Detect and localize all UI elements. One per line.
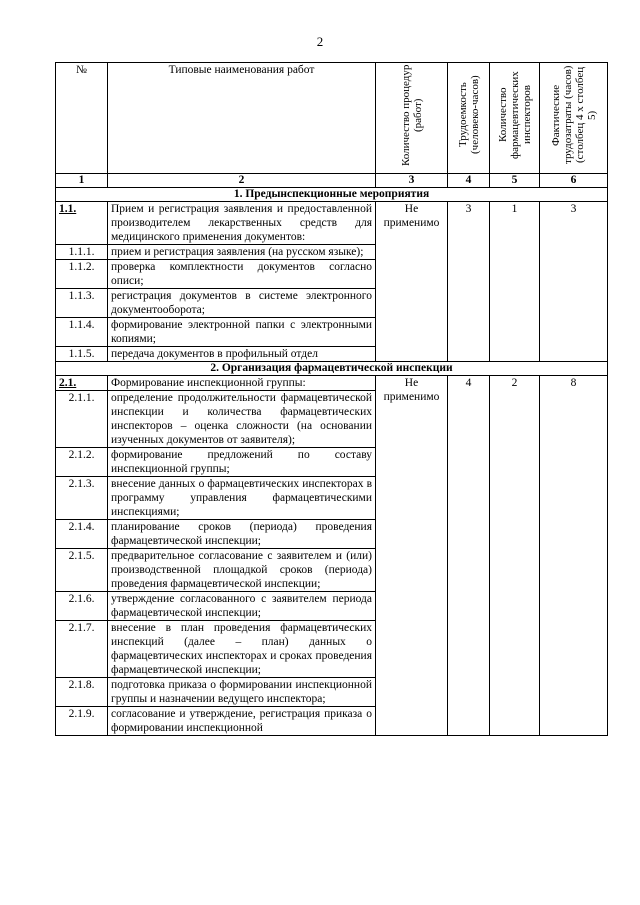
item-number: 1.1.2. (56, 260, 108, 289)
column-number-row (56, 174, 608, 188)
item-text: подготовка приказа о формировании инспекционной группы и назначении ведущего инспектора; (108, 678, 376, 707)
item-text: утверждение согласованного с заявителем периода фармацевтической инспекции; (108, 592, 376, 621)
item-text: предварительное согласование с заявителем и (или) производственной площадкой сроков (периода) проведения фармацевтической инспекции; (108, 549, 376, 592)
item-number: 2.1.5. (56, 549, 108, 592)
column-number: 4 (448, 174, 490, 188)
item-number: 2.1.2. (56, 448, 108, 477)
column-number: 2 (108, 174, 376, 188)
item-number: 2.1.1. (56, 391, 108, 448)
item-text: регистрация документов в системе электронного документооборота; (108, 289, 376, 318)
item-number: 1.1. (56, 202, 108, 245)
column-number: 5 (490, 174, 540, 188)
item-number: 1.1.1. (56, 245, 108, 260)
item-qty: Не применимо (376, 376, 448, 736)
header-no: № (56, 63, 108, 174)
item-text: формирование предложений по составу инспекционной группы; (108, 448, 376, 477)
item-text: формирование электронной папки с электронными копиями; (108, 318, 376, 347)
item-actual: 8 (540, 376, 608, 736)
item-qty: Не применимо (376, 202, 448, 362)
item-text: передача документов в профильный отдел (108, 347, 376, 362)
section-title-row (56, 188, 608, 202)
item-number: 2.1. (56, 376, 108, 391)
table-row (56, 376, 608, 391)
item-text: внесение в план проведения фармацевтических инспекций (далее – план) данных о фармацевтических инспекторах и сроках проведения фармацевтической инспекции; (108, 621, 376, 678)
header-labor: Трудоемкость (человеко-часов) (448, 63, 490, 174)
item-text: Прием и регистрация заявления и предоставленной производителем лекарственных средств для медицинского применения документов: (108, 202, 376, 245)
item-text: определение продолжительности фармацевтической инспекции и количества фармацевтических инспекторов – оценка сложности (на основании изученных документов от заявителя); (108, 391, 376, 448)
column-number: 3 (376, 174, 448, 188)
item-labor: 4 (448, 376, 490, 736)
column-number: 6 (540, 174, 608, 188)
header-actual: Фактические трудозатраты (часов) (столбец 4 х столбец 5) (540, 63, 608, 174)
item-text: прием и регистрация заявления (на русском языке); (108, 245, 376, 260)
item-number: 1.1.4. (56, 318, 108, 347)
item-text: внесение данных о фармацевтических инспекторах в программу управления фармацевтическими инспекциями; (108, 477, 376, 520)
item-number: 1.1.5. (56, 347, 108, 362)
item-number: 2.1.4. (56, 520, 108, 549)
table-header-row (56, 63, 608, 174)
item-number: 2.1.6. (56, 592, 108, 621)
item-actual: 3 (540, 202, 608, 362)
header-qty: Количество процедур (работ) (376, 63, 448, 174)
column-number: 1 (56, 174, 108, 188)
section-title: 2. Организация фармацевтической инспекции (56, 362, 608, 376)
item-number: 2.1.3. (56, 477, 108, 520)
header-name: Типовые наименования работ (108, 63, 376, 174)
page-number: 2 (316, 34, 324, 49)
item-number: 2.1.7. (56, 621, 108, 678)
item-text: планирование сроков (периода) проведения фармацевтической инспекции; (108, 520, 376, 549)
item-number: 2.1.9. (56, 707, 108, 736)
header-inspectors: Количество фармацевтических инспекторов (490, 63, 540, 174)
item-text: согласование и утверждение, регистрация приказа о формировании инспекционной (108, 707, 376, 736)
item-text: проверка комплектности документов согласно описи; (108, 260, 376, 289)
item-labor: 3 (448, 202, 490, 362)
item-number: 2.1.8. (56, 678, 108, 707)
section-title: 1. Предынспекционные мероприятия (56, 188, 608, 202)
item-inspectors: 1 (490, 202, 540, 362)
work-norms-table (55, 62, 608, 736)
table-row (56, 202, 608, 245)
section-title-row (56, 362, 608, 376)
item-text: Формирование инспекционной группы: (108, 376, 376, 391)
item-number: 1.1.3. (56, 289, 108, 318)
item-inspectors: 2 (490, 376, 540, 736)
